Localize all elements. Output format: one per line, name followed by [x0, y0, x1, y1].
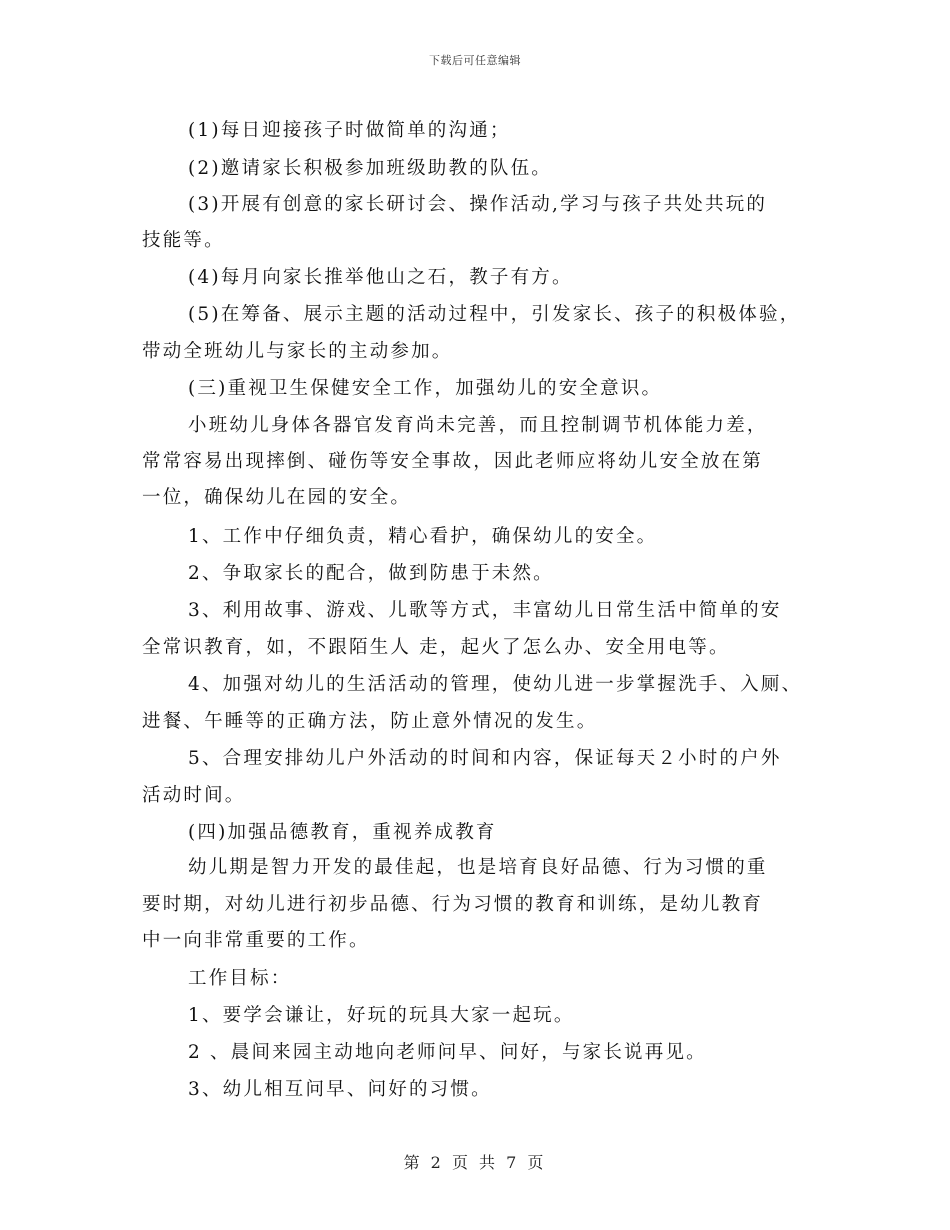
paragraph-line: 全常识教育，如，不跟陌生人 走，起火了怎么办、安全用电等。	[142, 637, 730, 658]
paragraph-line: 技能等。	[142, 230, 225, 251]
paragraph-line: 中一向非常重要的工作。	[142, 930, 370, 951]
paragraph-line: 要时期，对幼儿进行初步品德、行为习惯的教育和训练，是幼儿教育	[142, 894, 764, 915]
list-item: 1、工作中仔细负责，精心看护，确保幼儿的安全。	[188, 526, 658, 547]
list-item: 2 、晨间来园主动地向老师问早、问好，与家长说再见。	[188, 1042, 707, 1063]
paragraph-line: 一位，确保幼儿在园的安全。	[142, 487, 412, 508]
paragraph-line: (2)邀请家长积极参加班级助教的队伍。	[188, 158, 553, 179]
paragraph-line: 带动全班幼儿与家长的主动参加。	[142, 341, 453, 362]
page-header: 下载后可任意编辑	[429, 54, 521, 67]
paragraph-line: 幼儿期是智力开发的最佳起，也是培育良好品德、行为习惯的重	[188, 857, 768, 878]
paragraph-line: (5)在筹备、展示主题的活动过程中，引发家长、孩子的积极体验，	[188, 304, 801, 325]
paragraph-line: (4)每月向家长推举他山之石，教子有方。	[188, 267, 573, 288]
section-heading: (四)加强品德教育，重视养成教育	[188, 822, 497, 843]
paragraph-line: (1)每日迎接孩子时做简单的沟通；	[188, 120, 511, 141]
list-item: 1、要学会谦让，好玩的玩具大家一起玩。	[188, 1005, 575, 1026]
subheading: 工作目标：	[188, 968, 292, 989]
list-item: 3、幼儿相互问早、问好的习惯。	[188, 1079, 492, 1100]
page-number-footer: 第 2 页 共 7 页	[403, 1153, 547, 1172]
list-item: 4、加强对幼儿的生活活动的管理，使幼儿进一步掌握洗手、入厕、	[188, 674, 803, 695]
paragraph-line: (3)开展有创意的家长研讨会、操作活动,学习与孩子共处共玩的	[188, 194, 768, 215]
paragraph-line: 小班幼儿身体各器官发育尚未完善，而且控制调节机体能力差，	[188, 415, 768, 436]
paragraph-line: 进餐、午睡等的正确方法，防止意外情况的发生。	[142, 711, 598, 732]
paragraph-line: 常常容易出现摔倒、碰伤等安全事故，因此老师应将幼儿安全放在第	[142, 451, 764, 472]
list-item: 2、争取家长的配合，做到防患于未然。	[188, 563, 554, 584]
list-item: 5、合理安排幼儿户外活动的时间和内容，保证每天２小时的户外	[188, 748, 782, 769]
paragraph-line: 活动时间。	[142, 785, 246, 806]
list-item: 3、利用故事、游戏、儿歌等方式，丰富幼儿日常生活中简单的安	[188, 600, 782, 621]
section-heading: (三)重视卫生保健安全工作，加强幼儿的安全意识。	[188, 378, 663, 399]
